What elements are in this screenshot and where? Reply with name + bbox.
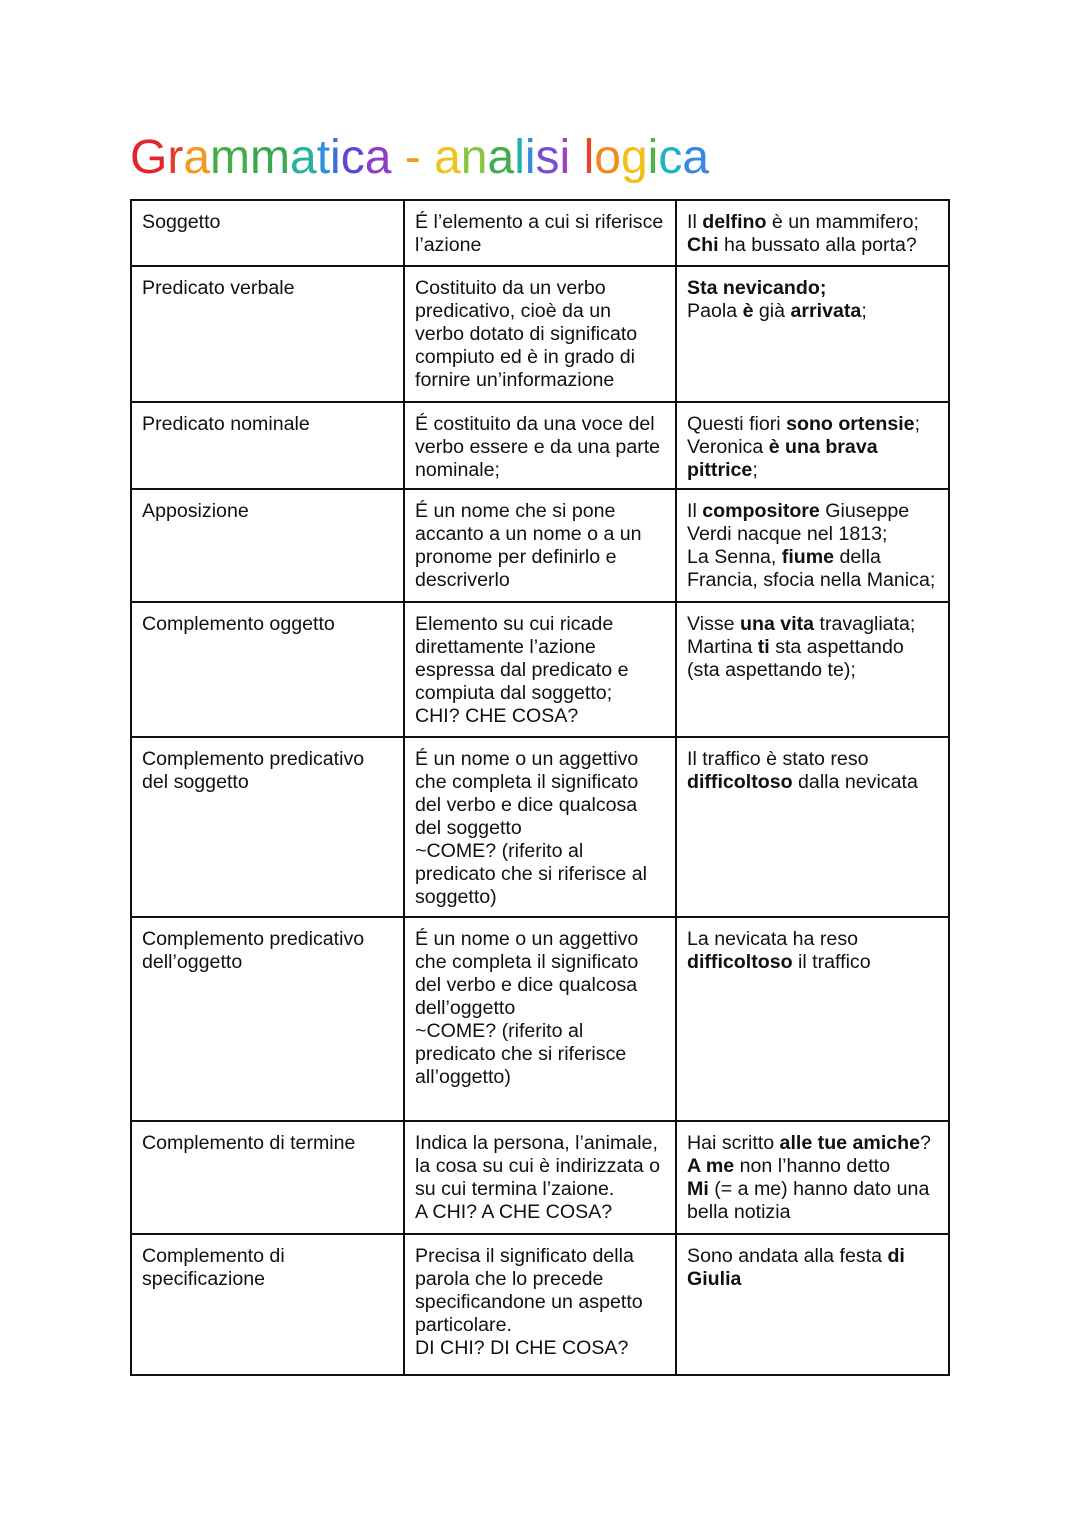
term-line: Apposizione [142,500,249,522]
title-letter [391,131,404,184]
example-keyword: alle tue amiche [779,1132,921,1154]
example-line [687,500,942,523]
definition-line: parola che lo precede [415,1268,604,1290]
example-text: travagliata; [814,613,916,635]
title-letter: o [594,131,621,184]
example-line [687,546,942,569]
example-line [687,436,942,459]
example-cell [676,917,949,1121]
example-line [687,1268,942,1291]
term-cell [131,1121,404,1234]
definition-line: che completa il significato [415,951,639,973]
example-cell [676,602,949,737]
definition-line: compiuta dal soggetto; [415,682,613,704]
example-text: Hai scritto [687,1132,780,1154]
definition-cell [404,1234,676,1375]
example-text: bella notizia [687,1201,791,1223]
example-cell [676,1121,949,1234]
title-letter: G [130,131,168,184]
title-letter: a [487,131,515,184]
title-letter [421,131,434,184]
example-text: Il [687,500,703,522]
title-letter: a [183,131,211,184]
title-letter: a [364,131,392,184]
definition-line: accanto a un nome o a un [415,523,642,545]
example-keyword: A me [687,1155,735,1177]
example-line [687,636,942,659]
example-text: della [834,546,881,568]
term-cell [131,266,404,402]
definition-line: É un nome che si pone [415,500,616,522]
title-letter: i [524,131,536,184]
table-row [131,737,949,917]
example-line [687,613,942,636]
definition-line: Indica la persona, l’animale, [415,1132,658,1154]
example-text: Questi fiori [687,413,787,435]
example-line [687,928,942,951]
title-letter: a [434,131,461,184]
title-letter: s [535,131,560,184]
title-letter: n [460,131,488,184]
example-line [687,211,942,234]
example-cell [676,489,949,602]
definition-line: Elemento su cui ricade [415,613,614,635]
table-row [131,1121,949,1234]
example-cell [676,402,949,489]
example-keyword: una vita [740,613,815,635]
example-keyword: Giulia [687,1268,742,1290]
term-line: del soggetto [142,771,249,793]
term-line: Complemento oggetto [142,613,335,635]
definition-line: del verbo e dice qualcosa [415,974,638,996]
definition-line: É l’elemento a cui si riferisce [415,211,664,233]
definition-line: verbo dotato di significato [415,323,638,345]
table-row [131,402,949,489]
example-text: ; [861,300,867,322]
definition-line: su cui termina l’zaione. [415,1178,615,1200]
term-cell [131,489,404,602]
example-text: non l’hanno detto [734,1155,890,1177]
definition-cell [404,737,676,917]
definition-line: l’azione [415,234,482,256]
example-cell [676,200,949,266]
example-text: già [753,300,791,322]
example-line [687,659,942,682]
term-line: Soggetto [142,211,221,233]
example-keyword: pittrice [687,459,753,481]
example-line [687,748,942,771]
definition-line: verbo essere e da una parte [415,436,661,458]
definition-line: predicativo, cioè da un [415,300,612,322]
example-keyword: Sta nevicando; [687,277,827,299]
example-text: dalla nevicata [792,771,918,793]
definition-line: del verbo e dice qualcosa [415,794,638,816]
example-text: La Senna, [687,546,782,568]
title-letter [570,131,583,184]
example-line [687,234,942,257]
term-line: Predicato verbale [142,277,295,299]
example-text: Il traffico è stato reso [687,748,869,770]
definition-line: É un nome o un aggettivo [415,748,639,770]
term-line: Complemento predicativo [142,928,365,950]
example-line [687,1132,942,1155]
term-cell [131,917,404,1121]
definition-cell [404,1121,676,1234]
definition-line: Precisa il significato della [415,1245,634,1267]
definition-line: predicato che si riferisce al [415,863,647,885]
example-text: (= a me) hanno dato una [708,1178,930,1200]
definition-line: DI CHI? DI CHE COSA? [415,1337,629,1359]
definition-line: direttamente l’azione [415,636,596,658]
definition-line: la cosa su cui è indirizzata o [415,1155,661,1177]
example-text: il traffico [792,951,871,973]
title-letter: r [167,131,184,184]
definition-cell [404,266,676,402]
example-line [687,1201,942,1224]
definition-line: espressa dal predicato e [415,659,629,681]
example-text: Francia, sfocia nella Manica; [687,569,936,591]
table-row [131,266,949,402]
table-row [131,489,949,602]
table-row [131,602,949,737]
definition-cell [404,602,676,737]
title-letter: t [316,131,331,184]
term-cell [131,200,404,266]
example-text: sta aspettando [769,636,904,658]
definition-line: predicato che si riferisce [415,1043,627,1065]
example-line [687,771,942,794]
definition-line: Costituito da un verbo [415,277,606,299]
definition-line: É costituito da una voce del [415,413,655,435]
example-keyword: delfino [702,211,767,233]
example-cell [676,1234,949,1375]
term-cell [131,737,404,917]
title-letter: i [647,131,659,184]
example-keyword: arrivata [790,300,862,322]
example-text: ha bussato alla porta? [718,234,917,256]
table-row [131,917,949,1121]
term-cell [131,1234,404,1375]
example-text: Giuseppe [819,500,910,522]
example-keyword: difficoltoso [687,951,793,973]
example-text: La nevicata ha reso [687,928,859,950]
title-letter: g [620,131,648,184]
example-cell [676,266,949,402]
definition-line: compiuto ed è in grado di [415,346,636,368]
definition-line: specificandone un aspetto [415,1291,643,1313]
title-letter: l [514,131,525,184]
definition-cell [404,402,676,489]
title-letter: a [682,131,710,184]
table-row [131,1234,949,1375]
term-line: dell’oggetto [142,951,243,973]
example-line [687,413,942,436]
term-cell [131,402,404,489]
example-text: ? [920,1132,931,1154]
example-keyword: di [887,1245,905,1267]
definition-line: del soggetto [415,817,522,839]
title-letter: c [340,131,365,184]
example-keyword: difficoltoso [687,771,793,793]
title-letter: i [559,131,571,184]
example-keyword: è una brava [768,436,878,458]
title-letter: - [404,131,421,184]
example-cell [676,737,949,917]
example-line [687,569,942,592]
example-line [687,277,942,300]
definition-line: É un nome o un aggettivo [415,928,639,950]
definition-line: ~COME? (riferito al [415,1020,584,1042]
title-letter: i [330,131,341,184]
example-line [687,1178,942,1201]
definition-line: fornire un’informazione [415,369,615,391]
example-line [687,300,942,323]
definition-line: che completa il significato [415,771,639,793]
term-line: Complemento di [142,1245,285,1267]
definition-line: particolare. [415,1314,512,1336]
title-letter: c [658,131,683,184]
definition-cell [404,489,676,602]
example-text: ; [914,413,921,435]
table-row [131,200,949,266]
example-text: è un mammifero; [766,211,919,233]
definition-line: ~COME? (riferito al [415,840,584,862]
definition-line: soggetto) [415,886,497,908]
example-text: ; [752,459,758,481]
term-cell [131,602,404,737]
example-line [687,523,942,546]
example-keyword: è [742,300,754,322]
term-line: Complemento predicativo [142,748,365,770]
example-text: Visse [687,613,741,635]
example-keyword: Chi [687,234,719,256]
term-line: Predicato nominale [142,413,310,435]
example-keyword: Mi [687,1178,709,1200]
title-letter: m [250,131,290,184]
term-line: specificazione [142,1268,266,1290]
definition-line: nominale; [415,459,500,481]
example-text: Paola [687,300,743,322]
definition-cell [404,917,676,1121]
grammar-table [130,199,950,1376]
example-text: Sono andata alla festa [687,1245,888,1267]
definition-cell [404,200,676,266]
definition-line: descriverlo [415,569,510,591]
example-text: Martina [687,636,758,658]
example-text: Il [687,211,703,233]
example-keyword: compositore [702,500,820,522]
term-line: Complemento di termine [142,1132,356,1154]
example-line [687,1155,942,1178]
definition-line: dell’oggetto [415,997,516,1019]
example-text: Verdi nacque nel 1813; [687,523,888,545]
example-line [687,459,942,482]
definition-line: all’oggetto) [415,1066,511,1088]
definition-line: CHI? CHE COSA? [415,705,579,727]
definition-line: pronome per definirlo e [415,546,617,568]
title-letter: m [210,131,251,184]
definition-line: A CHI? A CHE COSA? [415,1201,613,1223]
example-line [687,951,942,974]
example-text: Veronica [687,436,769,458]
title-letter: a [290,131,317,184]
example-keyword: fiume [781,546,835,568]
example-keyword: sono ortensie [786,413,915,435]
page-title [130,131,710,184]
title-letter: l [583,131,595,184]
example-line [687,1245,942,1268]
example-text: (sta aspettando te); [687,659,856,681]
example-keyword: ti [757,636,770,658]
